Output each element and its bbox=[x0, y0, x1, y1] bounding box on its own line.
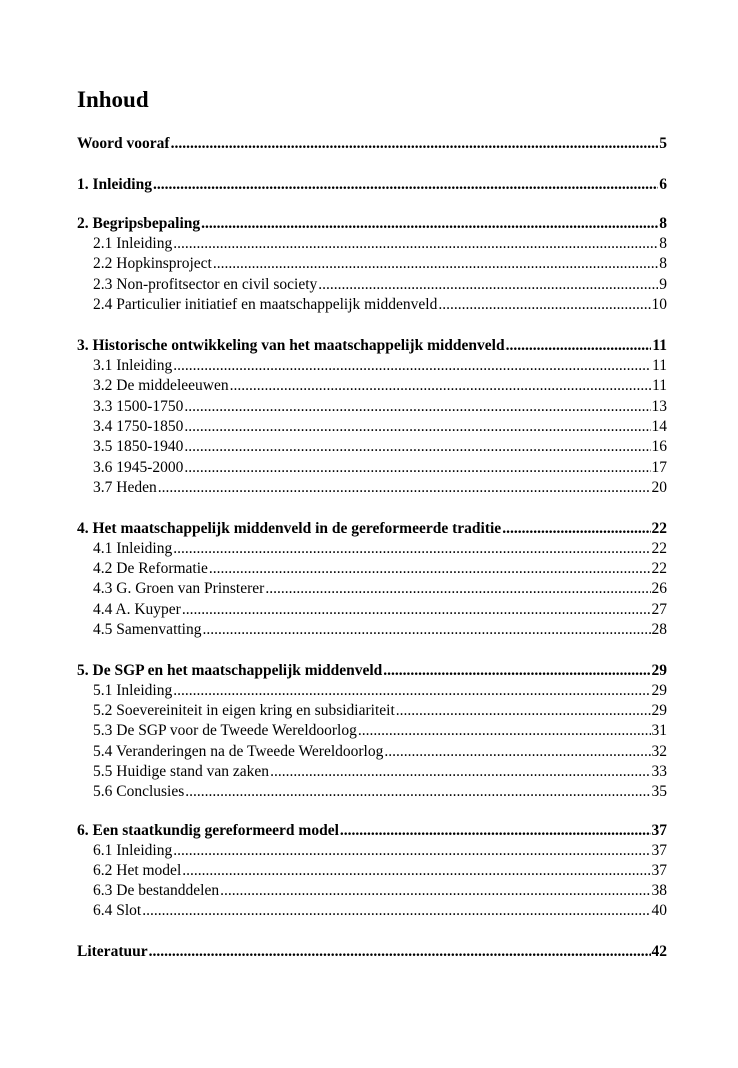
toc-entry-label: 2. Begripsbepaling bbox=[77, 215, 201, 232]
toc-entry-2-4[interactable] bbox=[93, 295, 667, 315]
dot-leader bbox=[230, 376, 651, 396]
toc-entry-page: 10 bbox=[651, 296, 667, 313]
toc-entry-label: 4.5 Samenvatting bbox=[93, 621, 202, 638]
toc-entry-label: 2.2 Hopkinsproject bbox=[93, 255, 212, 272]
dot-leader bbox=[220, 881, 650, 901]
toc-entry-4-1[interactable] bbox=[93, 539, 667, 559]
toc-entry-page: 20 bbox=[651, 479, 667, 496]
toc-entry-page: 26 bbox=[651, 580, 667, 597]
toc-entry-label: 4.4 A. Kuyper bbox=[93, 601, 181, 618]
toc-entry-page: 42 bbox=[651, 943, 667, 960]
toc-entry-label: 6.4 Slot bbox=[93, 902, 142, 919]
dot-leader bbox=[384, 742, 650, 762]
dot-leader bbox=[149, 942, 651, 962]
toc-entry-page: 14 bbox=[651, 418, 667, 435]
toc-entry-page: 38 bbox=[651, 882, 667, 899]
toc-entry-page: 13 bbox=[651, 398, 667, 415]
dot-leader bbox=[153, 175, 658, 195]
toc-entry-6-3[interactable] bbox=[93, 881, 667, 901]
toc-entry-page: 8 bbox=[659, 215, 667, 232]
toc-entry-4-4[interactable] bbox=[93, 600, 667, 620]
toc-entry-woord-vooraf[interactable] bbox=[77, 134, 667, 154]
toc-entry-page: 22 bbox=[651, 540, 667, 557]
toc-entry-chapter-6[interactable] bbox=[77, 821, 667, 841]
dot-leader bbox=[173, 681, 650, 701]
toc-entry-page: 22 bbox=[651, 560, 667, 577]
dot-leader bbox=[173, 234, 658, 254]
toc-entry-label: 6. Een staatkundig gereformeerd model bbox=[77, 822, 339, 839]
dot-leader bbox=[270, 762, 650, 782]
toc-entry-6-2[interactable] bbox=[93, 861, 667, 881]
toc-entry-page: 33 bbox=[651, 763, 667, 780]
toc-entry-label: 2.3 Non-profitsector en civil society bbox=[93, 276, 318, 293]
toc-entry-label: 5.3 De SGP voor de Tweede Wereldoorlog bbox=[93, 722, 357, 739]
toc-entry-page: 37 bbox=[651, 822, 667, 839]
toc-entry-page: 28 bbox=[651, 621, 667, 638]
dot-leader bbox=[173, 841, 650, 861]
toc-entry-3-7[interactable] bbox=[93, 478, 667, 498]
dot-leader bbox=[184, 397, 650, 417]
dot-leader bbox=[265, 579, 650, 599]
dot-leader bbox=[201, 214, 658, 234]
dot-leader bbox=[182, 600, 651, 620]
toc-entry-label: 6.3 De bestanddelen bbox=[93, 882, 220, 899]
toc-entry-label: 3.6 1945-2000 bbox=[93, 459, 184, 476]
toc-entry-page: 11 bbox=[652, 357, 667, 374]
toc-entry-label: 5.6 Conclusies bbox=[93, 783, 185, 800]
dot-leader bbox=[182, 861, 650, 881]
toc-entry-page: 29 bbox=[651, 662, 667, 679]
dot-leader bbox=[171, 134, 659, 154]
dot-leader bbox=[383, 661, 650, 681]
toc-entry-page: 29 bbox=[651, 702, 667, 719]
page-title: Inhoud bbox=[77, 87, 149, 112]
toc-entry-3-5[interactable] bbox=[93, 437, 667, 457]
dot-leader bbox=[358, 721, 651, 741]
toc-entry-3-3[interactable] bbox=[93, 397, 667, 417]
dot-leader bbox=[318, 275, 658, 295]
toc-entry-literatuur[interactable] bbox=[77, 942, 667, 962]
toc-entry-page: 9 bbox=[659, 276, 667, 293]
dot-leader bbox=[396, 701, 651, 721]
toc-entry-page: 11 bbox=[652, 337, 667, 354]
toc-entry-page: 40 bbox=[651, 902, 667, 919]
toc-entry-label: 3.2 De middeleeuwen bbox=[93, 377, 229, 394]
toc-entry-page: 22 bbox=[651, 520, 667, 537]
toc-entry-2-3[interactable] bbox=[93, 275, 667, 295]
dot-leader bbox=[209, 559, 651, 579]
toc-entry-2-2[interactable] bbox=[93, 254, 667, 274]
toc-entry-6-1[interactable] bbox=[93, 841, 667, 861]
toc-entry-3-4[interactable] bbox=[93, 417, 667, 437]
dot-leader bbox=[438, 295, 650, 315]
toc-entry-label: 4.1 Inleiding bbox=[93, 540, 173, 557]
toc-entry-label: 5.1 Inleiding bbox=[93, 682, 173, 699]
toc-entry-3-2[interactable] bbox=[93, 376, 667, 396]
dot-leader bbox=[185, 782, 650, 802]
toc-entry-5-3[interactable] bbox=[93, 721, 667, 741]
toc-entry-label: 3.5 1850-1940 bbox=[93, 438, 184, 455]
toc-entry-page: 35 bbox=[651, 783, 667, 800]
toc-entry-3-6[interactable] bbox=[93, 458, 667, 478]
toc-entry-label: 5.5 Huidige stand van zaken bbox=[93, 763, 270, 780]
toc-entry-label: 2.4 Particulier initiatief en maatschappelijk middenveld bbox=[93, 296, 438, 313]
toc-entry-page: 8 bbox=[659, 235, 667, 252]
toc-entry-page: 37 bbox=[651, 842, 667, 859]
toc-entry-label: 5. De SGP en het maatschappelijk middenveld bbox=[77, 662, 383, 679]
toc-entry-label: 6.1 Inleiding bbox=[93, 842, 173, 859]
toc-entry-page: 29 bbox=[651, 682, 667, 699]
dot-leader bbox=[142, 901, 650, 921]
toc-entry-page: 32 bbox=[651, 743, 667, 760]
toc-entry-label: 3.4 1750-1850 bbox=[93, 418, 184, 435]
toc-entry-page: 17 bbox=[651, 459, 667, 476]
dot-leader bbox=[184, 458, 650, 478]
dot-leader bbox=[184, 437, 650, 457]
dot-leader bbox=[184, 417, 650, 437]
toc-entry-5-2[interactable] bbox=[93, 701, 667, 721]
dot-leader bbox=[173, 539, 650, 559]
dot-leader bbox=[502, 519, 650, 539]
toc-entry-2-1[interactable] bbox=[93, 234, 667, 254]
toc-entry-chapter-3[interactable] bbox=[77, 336, 667, 356]
toc-entry-page: 31 bbox=[651, 722, 667, 739]
toc-entry-page: 8 bbox=[659, 255, 667, 272]
toc-entry-label: 6.2 Het model bbox=[93, 862, 182, 879]
toc-entry-page: 37 bbox=[651, 862, 667, 879]
dot-leader bbox=[506, 336, 652, 356]
toc-entry-label: 2.1 Inleiding bbox=[93, 235, 173, 252]
toc-entry-chapter-4[interactable] bbox=[77, 519, 667, 539]
toc-entry-5-6[interactable] bbox=[93, 782, 667, 802]
toc-entry-5-5[interactable] bbox=[93, 762, 667, 782]
dot-leader bbox=[340, 821, 651, 841]
toc-entry-chapter-1[interactable] bbox=[77, 175, 667, 195]
dot-leader bbox=[173, 356, 651, 376]
toc-entry-label: 3.7 Heden bbox=[93, 479, 157, 496]
toc-entry-5-1[interactable] bbox=[93, 681, 667, 701]
toc-entry-label: Woord vooraf bbox=[77, 135, 170, 152]
toc-entry-label: Literatuur bbox=[77, 943, 148, 960]
toc-entry-label: 3.1 Inleiding bbox=[93, 357, 173, 374]
toc-entry-label: 5.4 Veranderingen na de Tweede Wereldoorlog bbox=[93, 743, 384, 760]
toc-entry-label: 4. Het maatschappelijk middenveld in de gereformeerde traditie bbox=[77, 520, 502, 537]
dot-leader bbox=[213, 254, 658, 274]
toc-entry-label: 4.2 De Reformatie bbox=[93, 560, 208, 577]
toc-entry-label: 5.2 Soevereiniteit in eigen kring en subsidiariteit bbox=[93, 702, 395, 719]
dot-leader bbox=[158, 478, 651, 498]
toc-entry-4-3[interactable] bbox=[93, 579, 667, 599]
toc-entry-label: 4.3 G. Groen van Prinsterer bbox=[93, 580, 265, 597]
toc-entry-page: 16 bbox=[651, 438, 667, 455]
toc-entry-3-1[interactable] bbox=[93, 356, 667, 376]
toc-entry-4-5[interactable] bbox=[93, 620, 667, 640]
toc-entry-4-2[interactable] bbox=[93, 559, 667, 579]
toc-entry-label: 3. Historische ontwikkeling van het maatschappelijk middenveld bbox=[77, 337, 505, 354]
dot-leader bbox=[203, 620, 651, 640]
toc-entry-label: 1. Inleiding bbox=[77, 176, 152, 193]
toc-entry-page: 5 bbox=[659, 135, 667, 152]
toc-entry-page: 6 bbox=[659, 176, 667, 193]
toc-entry-5-4[interactable] bbox=[93, 742, 667, 762]
toc-entry-chapter-5[interactable] bbox=[77, 661, 667, 681]
toc-entry-page: 27 bbox=[651, 601, 667, 618]
toc-entry-6-4[interactable] bbox=[93, 901, 667, 921]
toc-entry-label: 3.3 1500-1750 bbox=[93, 398, 184, 415]
toc-entry-page: 11 bbox=[652, 377, 667, 394]
toc-entry-chapter-2[interactable] bbox=[77, 214, 667, 234]
